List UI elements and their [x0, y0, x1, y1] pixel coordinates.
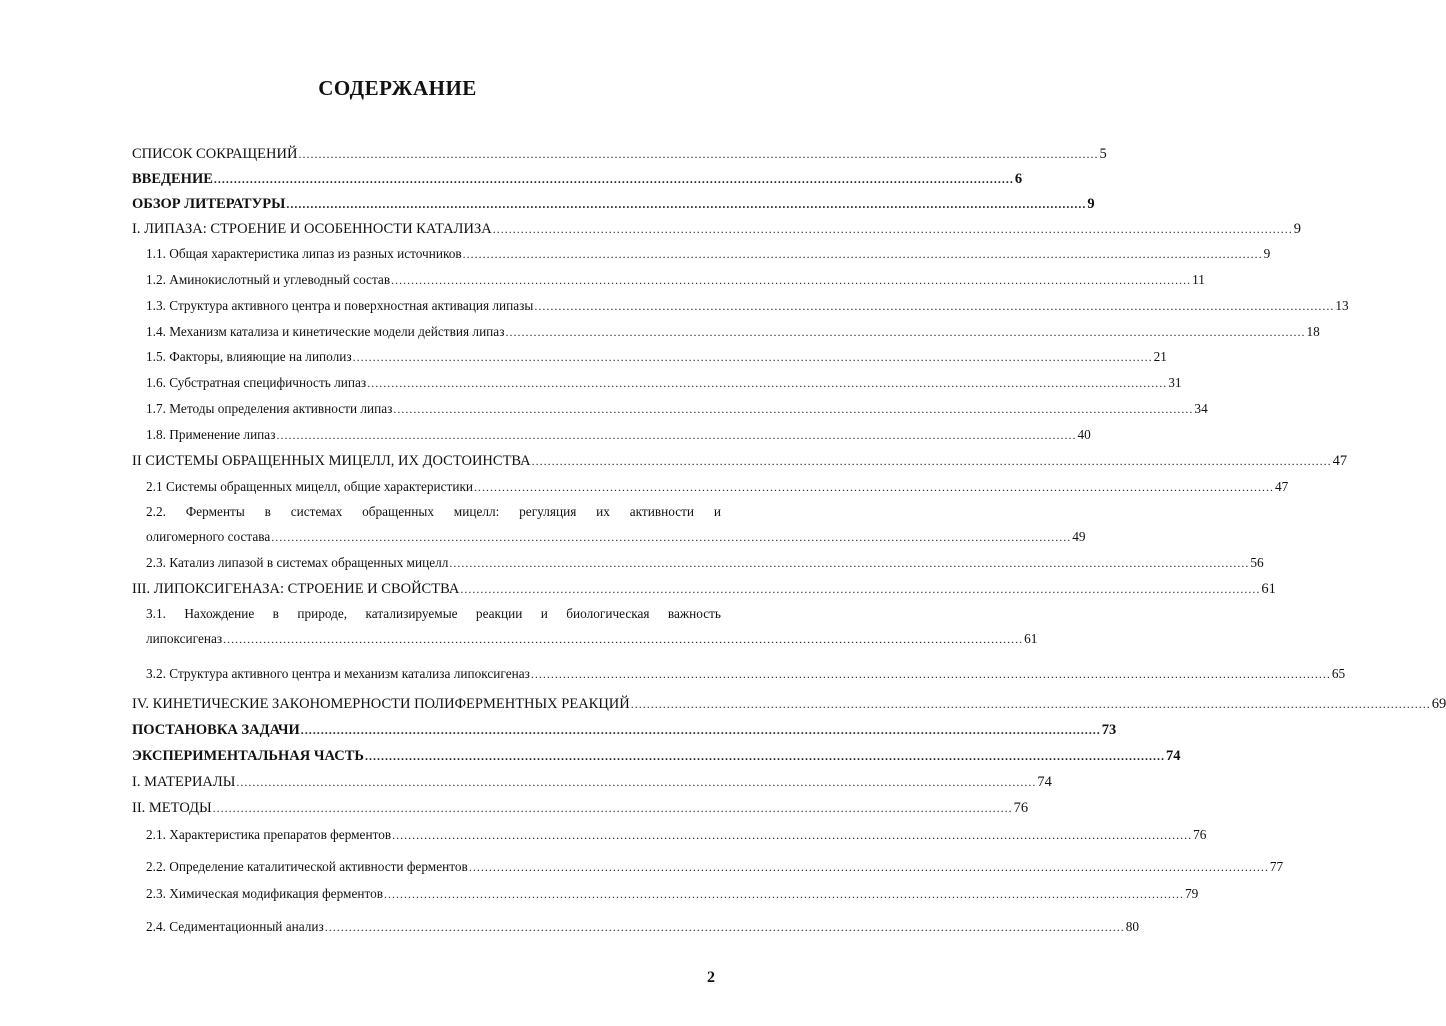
toc-entry-title: 2.1. Характеристика препаратов ферментов	[146, 827, 392, 842]
toc-entry	[146, 885, 1199, 903]
toc-entry	[146, 665, 1346, 683]
toc-leader: ........................................................................................................................................................................................................	[531, 454, 1332, 468]
toc-entry	[132, 773, 1052, 791]
toc-entry	[146, 323, 1320, 341]
toc-entry-title: I. ЛИПАЗА: СТРОЕНИЕ И ОСОБЕННОСТИ КАТАЛИЗА	[132, 221, 492, 237]
toc-entry-title: ОБЗОР ЛИТЕРАТУРЫ	[132, 196, 286, 212]
toc-leader: ........................................................................................................................................................................................................	[271, 530, 1072, 544]
toc-entry-title: 1.5. Факторы, влияющие на липолиз	[146, 349, 352, 364]
toc-page: 74	[1037, 774, 1052, 790]
toc-page: 74	[1165, 748, 1181, 764]
toc-page: 31	[1168, 375, 1182, 390]
toc-page: 79	[1185, 886, 1199, 901]
toc-leader: ........................................................................................................................................................................................................	[352, 350, 1153, 364]
toc-page: 40	[1077, 427, 1091, 442]
toc-entry-title: ВВЕДЕНИЕ	[132, 171, 213, 187]
toc-leader: ........................................................................................................................................................................................................	[324, 920, 1125, 934]
toc-page: 65	[1331, 666, 1346, 681]
toc-leader: ........................................................................................................................................................................................................	[392, 828, 1193, 842]
toc-entry-title: 1.2. Аминокислотный и углеводный состав	[146, 272, 391, 287]
toc-entry	[132, 580, 1276, 598]
toc-entry-title: СПИСОК СОКРАЩЕНИЙ	[132, 146, 298, 162]
toc-entry-line1: 2.2. Ферменты в системах обращенных мицелл: регуляция их активности и	[146, 504, 721, 519]
toc-page: 9	[1087, 196, 1095, 212]
toc-leader: ........................................................................................................................................................................................................	[505, 325, 1306, 339]
toc-leader: ........................................................................................................................................................................................................	[391, 273, 1192, 287]
toc-leader: ........................................................................................................................................................................................................	[276, 428, 1077, 442]
toc-leader: ........................................................................................................................................................................................................	[393, 402, 1194, 416]
toc-entry	[146, 554, 1264, 572]
toc-entry	[146, 826, 1207, 844]
toc-page: 76	[1193, 827, 1207, 842]
toc-entry-title: 1.8. Применение липаз	[146, 427, 276, 442]
toc-entry-title: 2.3. Химическая модификация ферментов	[146, 886, 384, 901]
toc-page: 18	[1306, 324, 1320, 339]
toc-page: 5	[1099, 146, 1107, 162]
toc-leader: ........................................................................................................................................................................................................	[460, 582, 1261, 596]
toc-entry-title: 2.3. Катализ липазой в системах обращенных мицелл	[146, 555, 449, 570]
toc-entry	[146, 348, 1167, 366]
toc-page: 61	[1024, 631, 1038, 646]
toc-entry-title: липоксигеназ	[146, 631, 223, 646]
toc-entry	[146, 528, 1086, 546]
toc-entry-title: ЭКСПЕРИМЕНТАЛЬНАЯ ЧАСТЬ	[132, 748, 364, 764]
toc-entry-title: 2.2. Определение каталитической активности ферментов	[146, 859, 468, 874]
toc-page: 77	[1269, 859, 1284, 874]
toc-leader: ........................................................................................................................................................................................................	[213, 172, 1014, 186]
toc-leader: ........................................................................................................................................................................................................	[364, 749, 1165, 763]
toc-entry	[132, 452, 1348, 470]
toc-entry-title: 2.4. Седиментационный анализ	[146, 919, 324, 934]
toc-entry	[146, 426, 1091, 444]
toc-page: 61	[1261, 581, 1276, 597]
toc-entry-title: 1.4. Механизм катализа и кинетические модели действия липаз	[146, 324, 505, 339]
toc-entry	[146, 918, 1140, 936]
toc-leader: ........................................................................................................................................................................................................	[462, 247, 1263, 261]
toc-entry-line1: 3.1. Нахождение в природе, катализируемые реакции и биологическая важность	[146, 606, 721, 621]
toc-leader: ........................................................................................................................................................................................................	[300, 723, 1101, 737]
toc-page: 9	[1263, 246, 1271, 261]
toc-entry-title: ПОСТАНОВКА ЗАДАЧИ	[132, 722, 300, 738]
toc-page: 73	[1101, 722, 1117, 738]
toc-page: 80	[1125, 919, 1140, 934]
toc-entry-title: IV. КИНЕТИЧЕСКИЕ ЗАКОНОМЕРНОСТИ ПОЛИФЕРМЕНТНЫХ РЕАКЦИЙ	[132, 696, 630, 712]
toc-entry-title: II. МЕТОДЫ	[132, 800, 212, 816]
toc-entry-title: II СИСТЕМЫ ОБРАЩЕННЫХ МИЦЕЛЛ, ИХ ДОСТОИНСТВА	[132, 453, 531, 469]
toc-leader: ........................................................................................................................................................................................................	[286, 197, 1087, 211]
toc-entry-title: олигомерного состава	[146, 529, 271, 544]
toc-page: 47	[1332, 453, 1348, 469]
toc-entry	[146, 630, 1038, 648]
toc-entry-title: 1.1. Общая характеристика липаз из разных источников	[146, 246, 462, 261]
toc-entry	[146, 400, 1208, 418]
toc-entry-title: 1.3. Структура активного центра и поверхностная активация липазы	[146, 298, 534, 313]
toc-page: 47	[1275, 479, 1289, 494]
toc-leader: ........................................................................................................................................................................................................	[468, 860, 1269, 874]
page-number: 2	[707, 969, 715, 986]
toc-page: 21	[1153, 349, 1167, 364]
toc-entry	[146, 245, 1271, 263]
toc-entry	[132, 747, 1181, 765]
toc-entry	[132, 721, 1117, 739]
toc-leader: ........................................................................................................................................................................................................	[630, 697, 1431, 711]
toc-entry	[146, 478, 1289, 496]
toc-entry-title: 2.1 Системы обращенных мицелл, общие характеристики	[146, 479, 474, 494]
toc-leader: ........................................................................................................................................................................................................	[223, 632, 1024, 646]
toc-entry	[132, 195, 1095, 213]
toc-page: 34	[1194, 401, 1208, 416]
toc-entry	[132, 170, 1023, 188]
toc-entry-title: 3.2. Структура активного центра и механизм катализа липоксигеназ	[146, 666, 530, 681]
page-title: СОДЕРЖАНИЕ	[318, 76, 477, 100]
toc-page: 69	[1431, 696, 1446, 712]
toc-leader: ........................................................................................................................................................................................................	[236, 775, 1037, 789]
toc-leader: ........................................................................................................................................................................................................	[449, 556, 1250, 570]
toc-entry	[132, 220, 1301, 238]
toc-page: 49	[1072, 529, 1086, 544]
toc-page: 13	[1335, 298, 1349, 313]
toc-leader: ........................................................................................................................................................................................................	[530, 667, 1331, 681]
toc-page: 76	[1013, 800, 1029, 816]
toc-entry-title: 1.7. Методы определения активности липаз	[146, 401, 393, 416]
toc-leader: ........................................................................................................................................................................................................	[534, 299, 1335, 313]
toc-entry	[132, 695, 1446, 713]
toc-entry-title: III. ЛИПОКСИГЕНАЗА: СТРОЕНИЕ И СВОЙСТВА	[132, 581, 460, 597]
toc-entry	[146, 858, 1284, 876]
toc-leader: ........................................................................................................................................................................................................	[474, 480, 1275, 494]
toc-leader: ........................................................................................................................................................................................................	[367, 376, 1168, 390]
toc-entry	[146, 271, 1205, 289]
toc-page: 56	[1250, 555, 1264, 570]
toc-entry-title: I. МАТЕРИАЛЫ	[132, 774, 236, 790]
toc-leader: ........................................................................................................................................................................................................	[212, 801, 1013, 815]
toc-page: 6	[1014, 171, 1023, 187]
toc-leader: ........................................................................................................................................................................................................	[298, 147, 1099, 161]
toc-entry	[132, 799, 1029, 817]
toc-entry-title: 1.6. Субстратная специфичность липаз	[146, 375, 367, 390]
toc-entry	[146, 297, 1349, 315]
toc-entry	[146, 374, 1182, 392]
toc-page: 9	[1293, 221, 1301, 237]
toc-page: 11	[1192, 272, 1205, 287]
toc-leader: ........................................................................................................................................................................................................	[492, 222, 1293, 236]
toc-entry	[132, 145, 1107, 163]
toc-leader: ........................................................................................................................................................................................................	[384, 887, 1185, 901]
